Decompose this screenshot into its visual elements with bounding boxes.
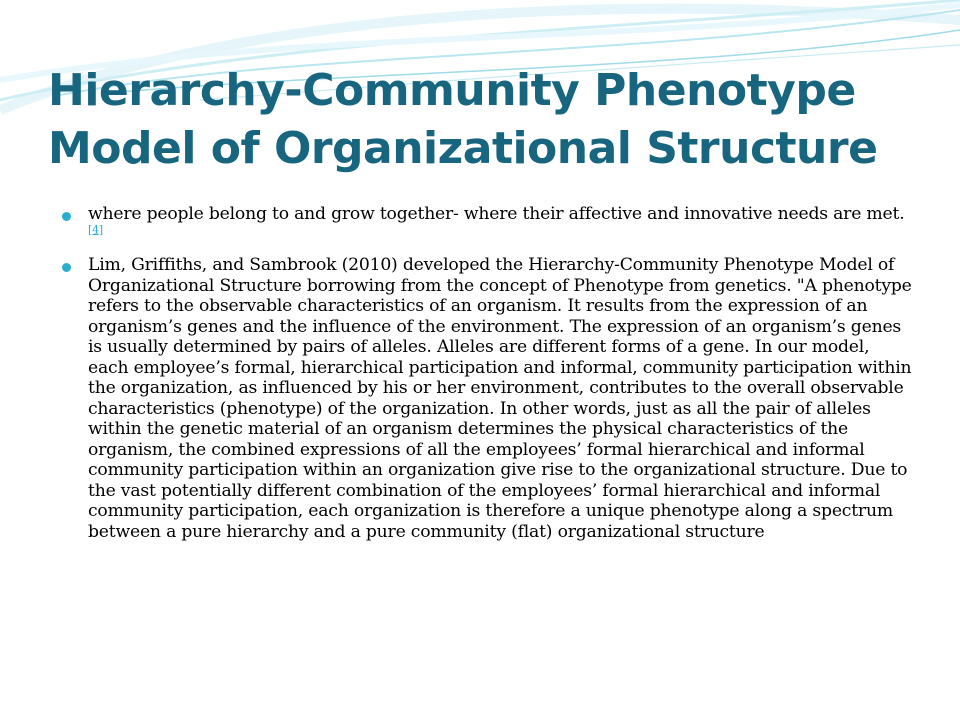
bullet-item [62, 255, 912, 542]
bullet-text-container [88, 255, 912, 542]
bullet-list [62, 204, 912, 552]
bullet-text: where people belong to and grow together- where their affective and innovative needs are met. [88, 204, 905, 224]
bullet-dot-icon [62, 263, 71, 272]
bullet-item [62, 204, 912, 245]
bullet-text: Lim, Griffiths, and Sambrook (2010) developed the Hierarchy-Community Phenotype Model of Organizational Structure borrowing from the concept of Phenotype from genetics. "A phenotype refers to the observable characteristics of an organism. It results from the expression of an organism’s genes and the influence of the environment. The expression of an organism’s genes is usually determined by pairs of alleles. Alleles are different forms of a gene. In our model, each employee’s formal, hierarchical participation and informal, community participation within the organization, as influenced by his or her environment, contributes to the overall observable characteristics (phenotype) of the organization. In other words, just as all the pair of alleles within the genetic material of an organism determines the physical characteristics of the organism, the combined expressions of all the employees’ formal hierarchical and informal community participation within an organization give rise to the organizational structure. Due to the vast potentially different combination of the employees’ formal hierarchical and informal community participation, each organization is therefore a unique phenotype along a spectrum between a pure hierarchy and a pure community (flat) organizational structure [88, 255, 912, 542]
bullet-text-container [88, 204, 912, 245]
slide-title: Hierarchy-Community Phenotype Model of Organizational Structure [48, 65, 878, 174]
citation-link[interactable]: [4] [88, 222, 103, 236]
bullet-dot-icon [62, 212, 71, 221]
